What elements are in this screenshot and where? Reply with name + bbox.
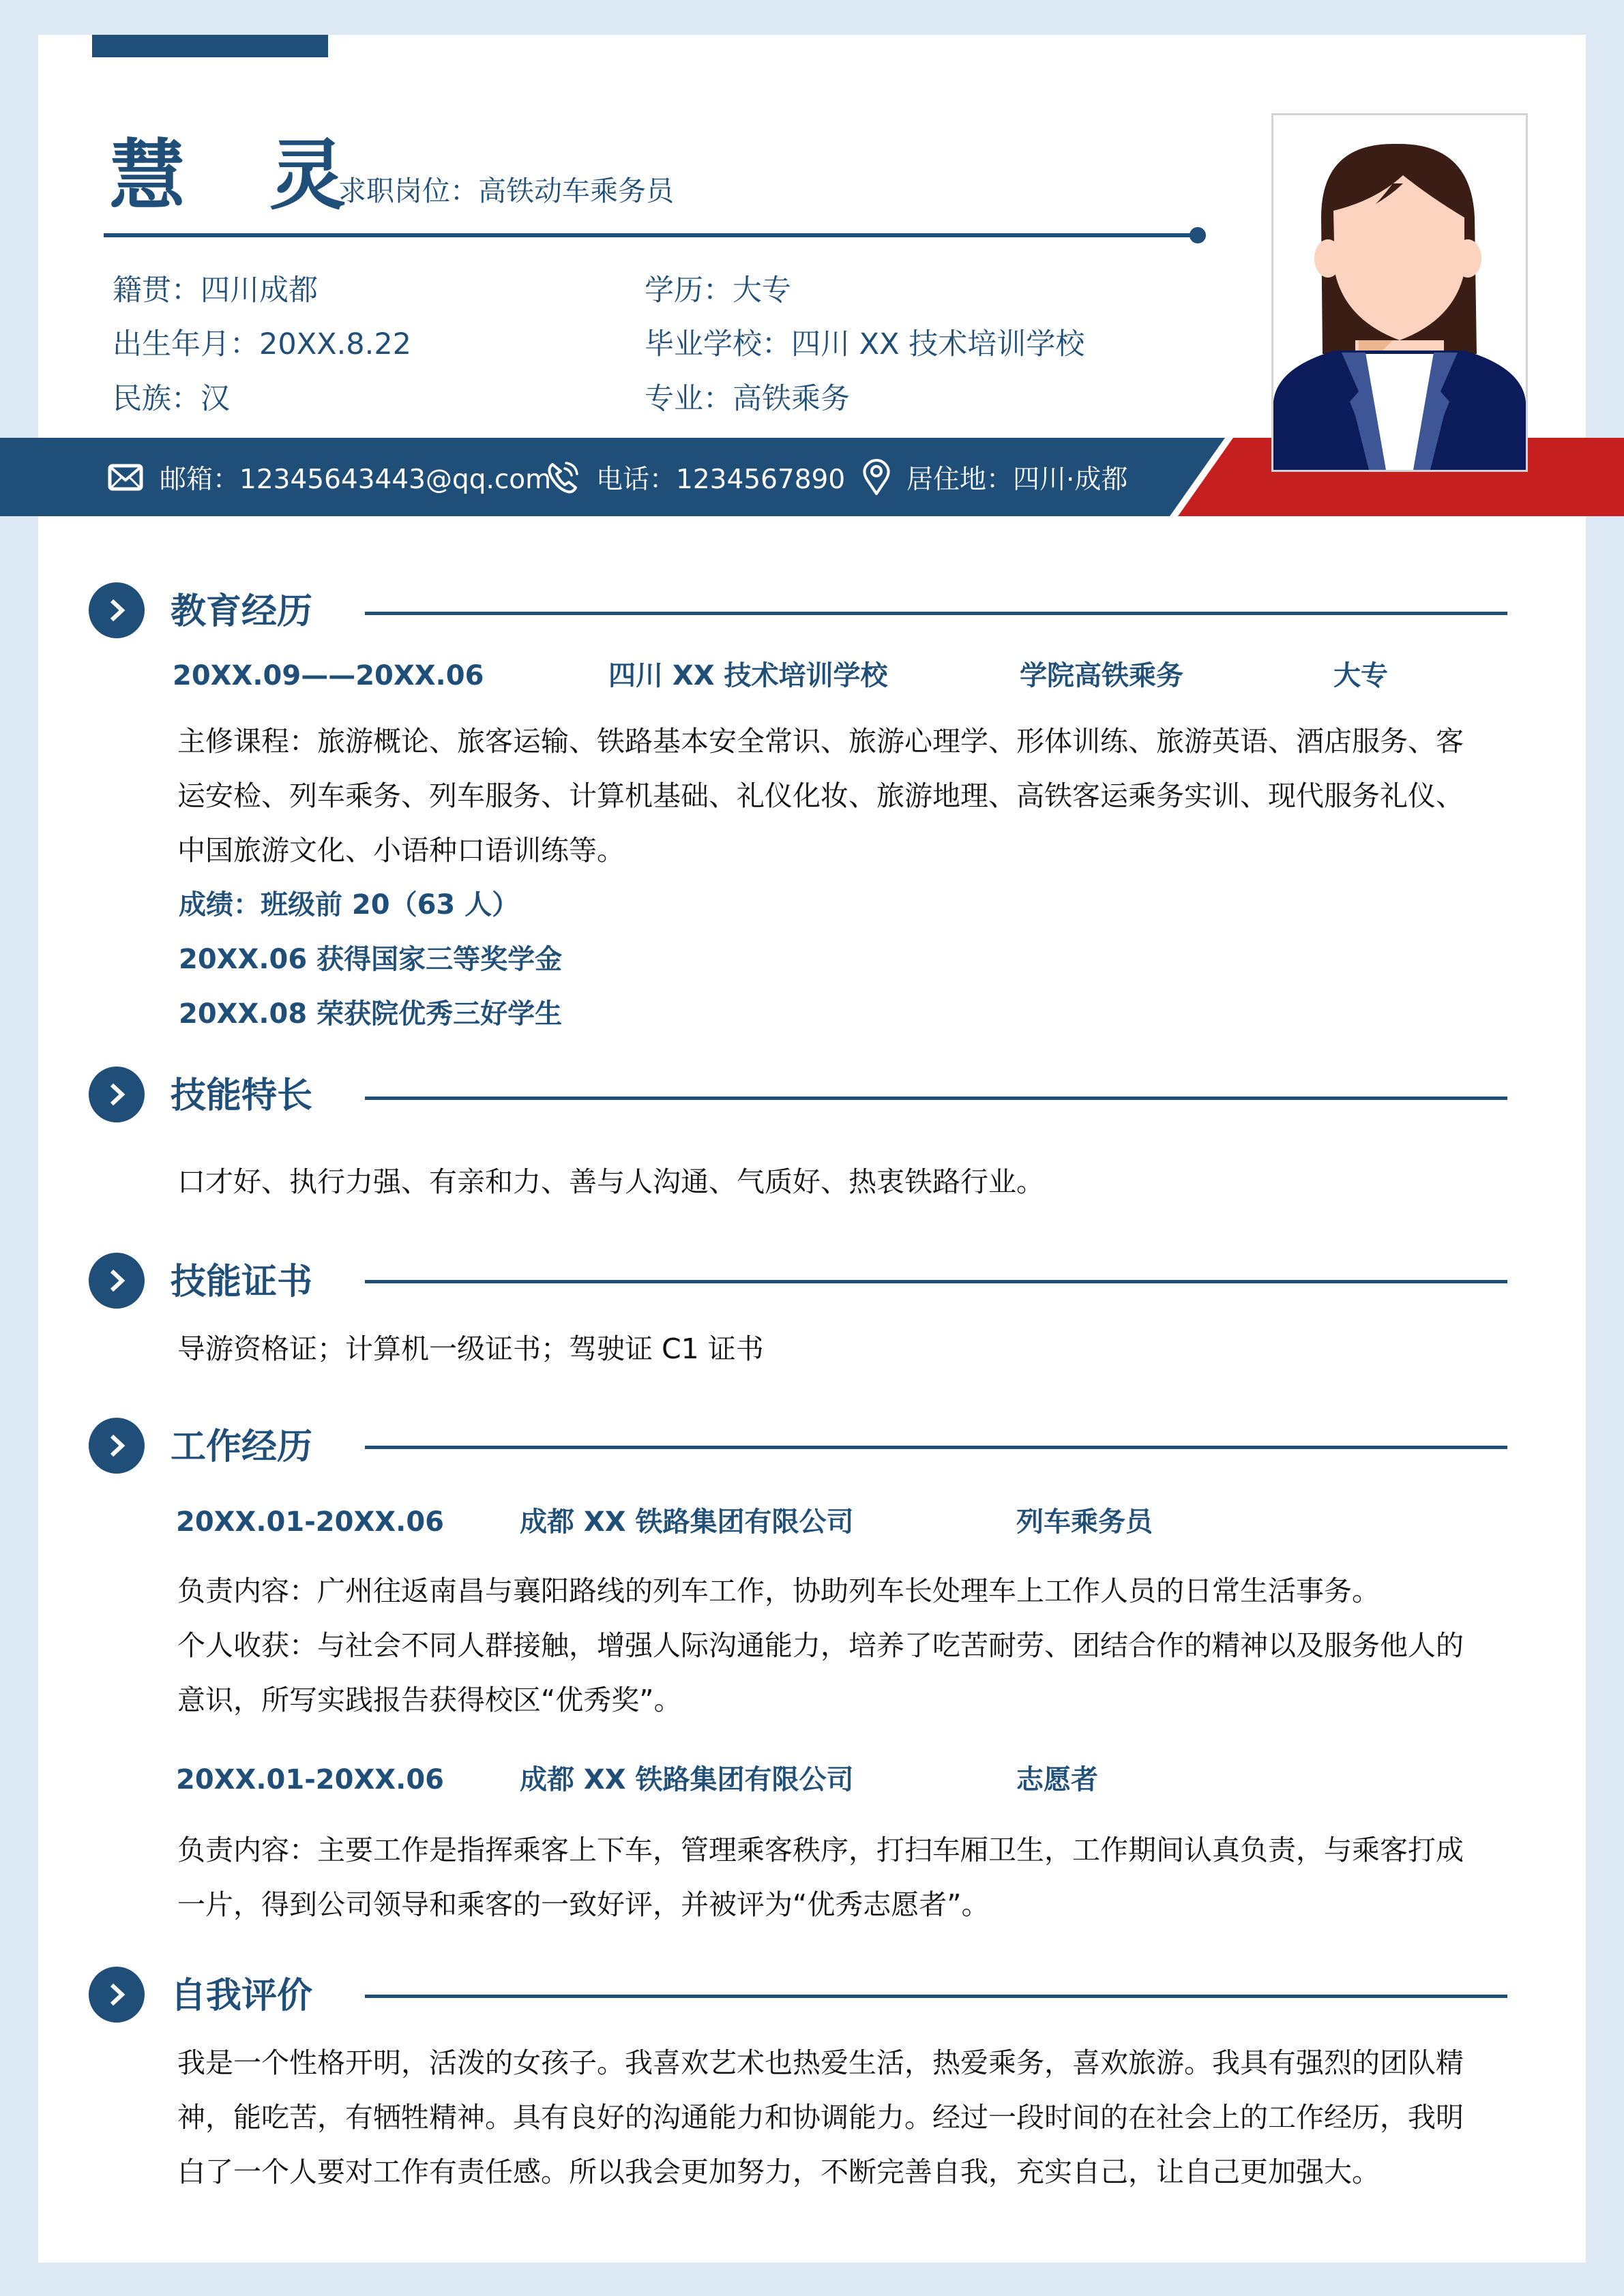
- info-label: 籍贯：: [113, 273, 201, 308]
- self-evaluation-line: 白了一个人要对工作有责任感。所以我会更加努力，不断完善自我，充实自己，让自己更加强大。: [177, 2156, 1380, 2188]
- education-degree: 大专: [1333, 660, 1388, 691]
- self-evaluation-line: 神，能吃苦，有牺牲精神。具有良好的沟通能力和协调能力。经过一段时间的在社会上的工作经历，我明: [177, 2101, 1464, 2134]
- section-title-education: 教育经历: [171, 591, 313, 632]
- contact-address[interactable]: [863, 438, 1127, 516]
- work-period: 20XX.01-20XX.06: [176, 1506, 445, 1538]
- chevron-right-icon: [103, 1432, 130, 1459]
- section-divider: [365, 1280, 1507, 1283]
- chevron-right-icon: [103, 1981, 130, 2008]
- top-accent-bar: [92, 35, 328, 57]
- section-skills-icon: [89, 1067, 145, 1122]
- contact-phone-text: 电话：1234567890: [596, 464, 846, 495]
- self-evaluation-line: 我是一个性格开明，活泼的女孩子。我喜欢艺术也热爱生活，热爱乘务，喜欢旅游。我具有强烈的团队精: [177, 2046, 1464, 2079]
- divider-dot: [1190, 227, 1206, 243]
- education-award: 20XX.06 获得国家三等奖学金: [179, 944, 563, 975]
- section-title-self-evaluation: 自我评价: [171, 1976, 313, 2016]
- certificates-text: 导游资格证；计算机一级证书；驾驶证 C1 证书: [177, 1332, 764, 1365]
- education-award: 20XX.08 荣获院优秀三好学生: [179, 998, 563, 1030]
- section-self-evaluation-icon: [89, 1967, 145, 2023]
- chevron-right-icon: [103, 1267, 130, 1294]
- education-period: 20XX.09——20XX.06: [173, 660, 484, 691]
- mail-icon: [108, 464, 143, 491]
- section-divider: [365, 612, 1507, 615]
- location-pin-icon: [863, 459, 890, 496]
- section-divider: [365, 1097, 1507, 1100]
- section-divider: [365, 1995, 1507, 1998]
- info-education-level: [645, 271, 791, 310]
- work-period: 20XX.01-20XX.06: [176, 1764, 445, 1795]
- work-company: 成都 XX 铁路集团有限公司: [520, 1764, 854, 1795]
- skills-text: 口才好、执行力强、有亲和力、善与人沟通、气质好、热衷铁路行业。: [177, 1165, 1044, 1198]
- profile-photo: [1271, 113, 1528, 472]
- education-department: 学院高铁乘务: [1020, 660, 1183, 691]
- contact-address-text: 居住地：四川·成都: [906, 464, 1128, 495]
- info-value: 高铁乘务: [733, 382, 850, 416]
- info-label: 学历：: [645, 273, 733, 308]
- chevron-right-icon: [103, 597, 130, 624]
- info-value: 四川成都: [201, 273, 318, 308]
- info-value: 大专: [733, 273, 791, 308]
- info-major: [645, 380, 850, 418]
- header-divider: [104, 233, 1198, 237]
- info-label: 毕业学校：: [645, 327, 791, 361]
- work-role: 志愿者: [1016, 1764, 1098, 1795]
- education-school: 四川 XX 技术培训学校: [608, 660, 888, 691]
- work-company: 成都 XX 铁路集团有限公司: [520, 1506, 854, 1538]
- job-objective: 求职岗位：高铁动车乘务员: [338, 175, 674, 207]
- phone-icon: [546, 460, 580, 494]
- section-certificates-icon: [89, 1253, 145, 1309]
- education-courses-line: 主修课程：旅游概论、旅客运输、铁路基本安全常识、旅游心理学、形体训练、旅游英语、酒店服务、客: [177, 725, 1464, 758]
- contact-phone[interactable]: [546, 438, 845, 516]
- work-description-line: 个人收获：与社会不同人群接触，增强人际沟通能力，培养了吃苦耐劳、团结合作的精神以及服务他人的: [177, 1629, 1464, 1662]
- education-courses-line: 中国旅游文化、小语种口语训练等。: [177, 834, 625, 867]
- section-title-certificates: 技能证书: [171, 1262, 313, 1302]
- info-label: 民族：: [113, 382, 201, 416]
- candidate-name: 慧 灵: [109, 132, 374, 220]
- section-divider: [365, 1446, 1507, 1449]
- info-birth-date: [113, 325, 411, 363]
- section-title-skills: 技能特长: [171, 1075, 313, 1116]
- education-grade: 成绩：班级前 20（63 人）: [179, 889, 520, 921]
- info-value: 汉: [201, 382, 230, 416]
- info-native-place: [113, 271, 318, 310]
- work-description-line: 一片，得到公司领导和乘客的一致好评，并被评为“优秀志愿者”。: [177, 1888, 990, 1921]
- work-description-line: 意识，所写实践报告获得校区“优秀奖”。: [177, 1684, 682, 1716]
- contact-email-text: 邮箱：12345643443@qq.com: [160, 464, 552, 495]
- info-graduation-school: [645, 325, 1084, 363]
- work-description-line: 负责内容：广州往返南昌与襄阳路线的列车工作，协助列车长处理车上工作人员的日常生活事务。: [177, 1575, 1380, 1607]
- work-role: 列车乘务员: [1016, 1506, 1153, 1538]
- info-ethnicity: [113, 380, 230, 418]
- info-value: 20XX.8.22: [259, 327, 412, 361]
- info-label: 专业：: [645, 382, 733, 416]
- section-work-icon: [89, 1418, 145, 1474]
- section-title-work: 工作经历: [171, 1427, 313, 1467]
- contact-email[interactable]: [108, 438, 551, 516]
- info-label: 出生年月：: [113, 327, 259, 361]
- info-value: 四川 XX 技术培训学校: [791, 327, 1085, 361]
- section-education-icon: [89, 582, 145, 638]
- education-courses-line: 运安检、列车乘务、列车服务、计算机基础、礼仪化妆、旅游地理、高铁客运乘务实训、现代服务礼仪、: [177, 779, 1464, 812]
- avatar-illustration-icon: [1273, 115, 1526, 470]
- work-description-line: 负责内容：主要工作是指挥乘客上下车，管理乘客秩序，打扫车厢卫生，工作期间认真负责，与乘客打成: [177, 1834, 1464, 1866]
- chevron-right-icon: [103, 1081, 130, 1108]
